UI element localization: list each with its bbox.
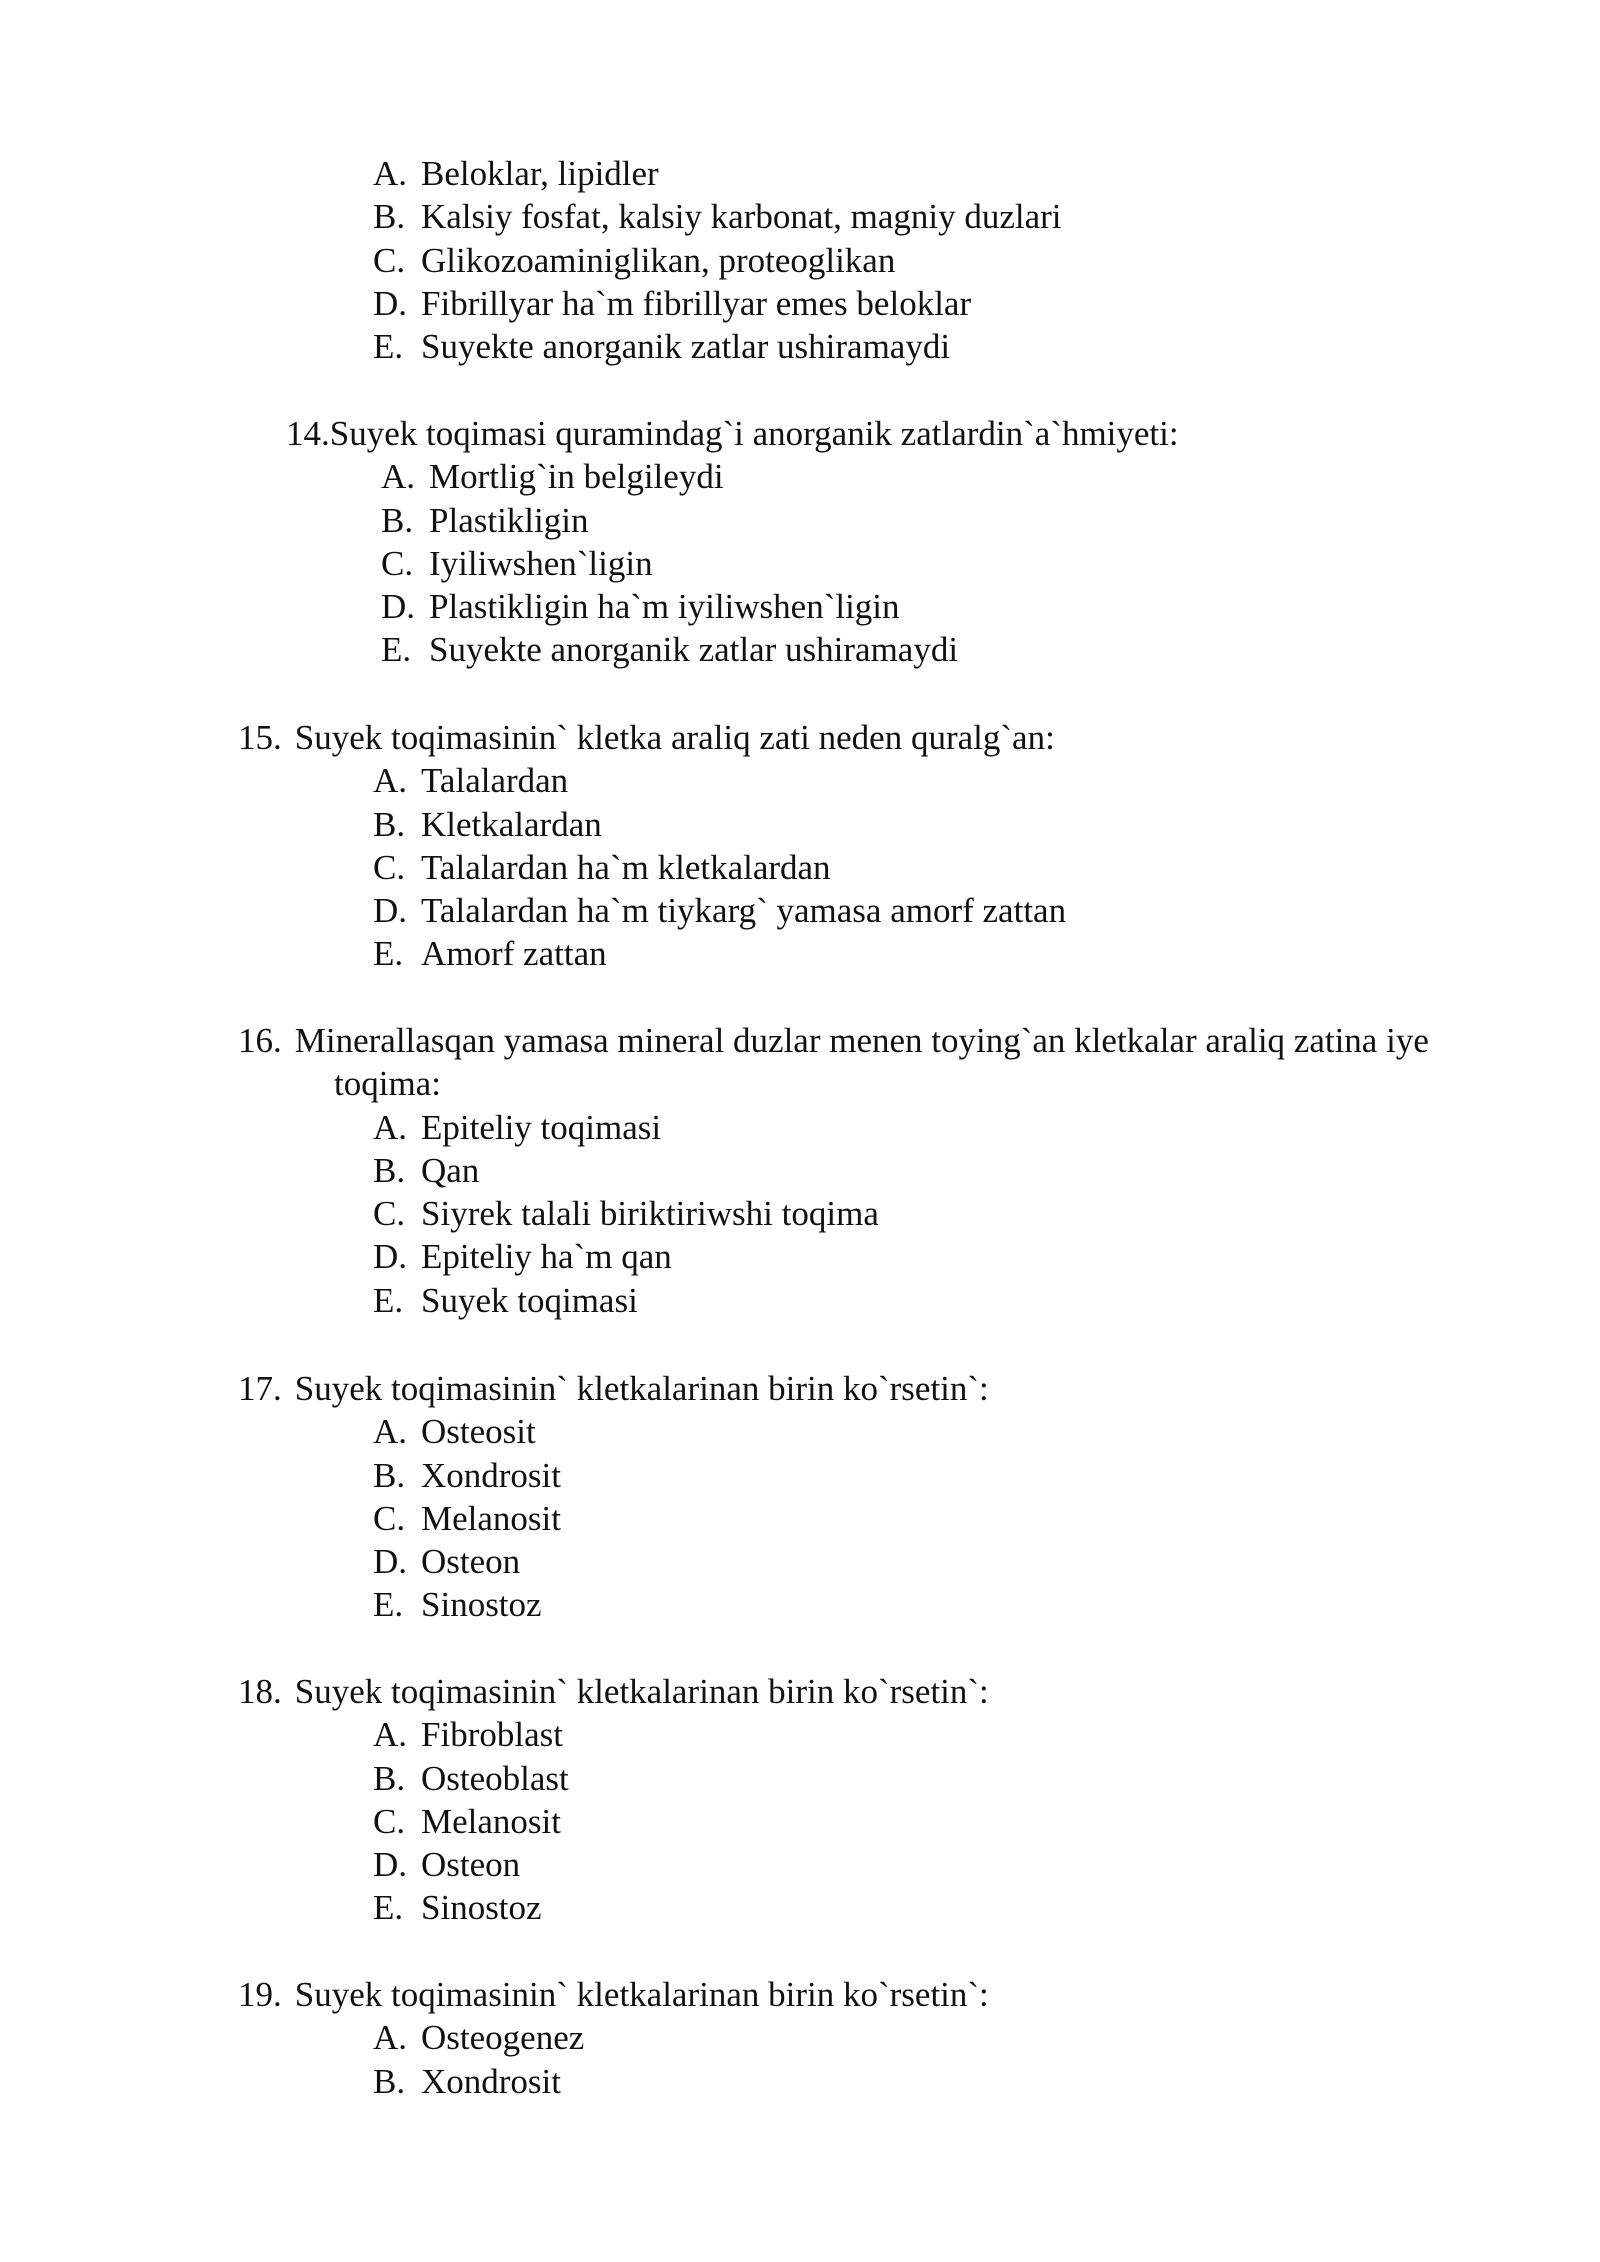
option-b: B. Kalsiy fosfat, kalsiy karbonat, magniy duzlari bbox=[373, 197, 1062, 237]
question-text: 15. Suyek toqimasinin` kletka araliq zati neden quralg`an: bbox=[238, 718, 1055, 757]
question-16 bbox=[238, 1019, 1516, 1322]
option-a: A. Talalardan bbox=[373, 761, 569, 801]
option-b: B. Osteoblast bbox=[373, 1758, 569, 1798]
question-text: 17. Suyek toqimasinin` kletkalarinan birin ko`rsetin`: bbox=[238, 1369, 989, 1408]
option-c: C. Siyrek talali biriktiriwshi toqima bbox=[373, 1194, 879, 1234]
question-14 bbox=[286, 412, 1516, 672]
question-17 bbox=[238, 1367, 1516, 1627]
answer-options bbox=[286, 1713, 1516, 1929]
answer-options bbox=[286, 2016, 1516, 2103]
question-18 bbox=[238, 1670, 1516, 1930]
option-e: E. Sinostoz bbox=[373, 1585, 542, 1625]
question-13 bbox=[286, 152, 1516, 368]
option-a: A. Osteogenez bbox=[373, 2018, 585, 2058]
option-a: A. Beloklar, lipidler bbox=[373, 154, 659, 193]
option-b: B. Xondrosit bbox=[373, 1455, 561, 1495]
option-c: C. Glikozoaminiglikan, proteoglikan bbox=[373, 240, 896, 280]
option-d: D. Plastikligin ha`m iyiliwshen`ligin bbox=[381, 587, 900, 627]
question-text: 14.Suyek toqimasi quramindag`i anorganik zatlardin`a`hmiyeti: bbox=[286, 414, 1179, 453]
option-a: A. Fibroblast bbox=[373, 1715, 563, 1755]
option-c: C. Iyiliwshen`ligin bbox=[381, 543, 653, 583]
option-c: C. Melanosit bbox=[373, 1498, 561, 1538]
option-d: D. Fibrillyar ha`m fibrillyar emes beloklar bbox=[373, 283, 972, 323]
question-text: 18. Suyek toqimasinin` kletkalarinan birin ko`rsetin`: bbox=[238, 1672, 989, 1711]
answer-options bbox=[286, 1410, 1516, 1626]
option-e: E. Suyek toqimasi bbox=[373, 1280, 638, 1320]
option-c: C. Melanosit bbox=[373, 1801, 561, 1841]
option-d: D. Osteon bbox=[373, 1542, 521, 1582]
option-d: D. Talalardan ha`m tiykarg` yamasa amorf zattan bbox=[373, 891, 1067, 931]
question-15 bbox=[238, 716, 1516, 976]
option-b: B. Plastikligin bbox=[381, 500, 589, 540]
question-text: 16. Minerallasqan yamasa mineral duzlar menen toying`an kletkalar araliq zatina iye toqima: bbox=[238, 1021, 1429, 1104]
option-b: B. Kletkalardan bbox=[373, 804, 602, 844]
option-a: A. Mortlig`in belgileydi bbox=[381, 457, 724, 497]
answer-options bbox=[286, 759, 1516, 975]
option-e: E. Suyekte anorganik zatlar ushiramaydi bbox=[381, 630, 959, 670]
answer-options bbox=[286, 152, 1516, 368]
option-d: D. Osteon bbox=[373, 1845, 521, 1885]
option-d: D. Epiteliy ha`m qan bbox=[373, 1237, 672, 1277]
option-a: A. Epiteliy toqimasi bbox=[373, 1107, 662, 1147]
answer-options bbox=[286, 1106, 1516, 1322]
option-e: E. Amorf zattan bbox=[373, 934, 607, 974]
option-e: E. Suyekte anorganik zatlar ushiramaydi bbox=[373, 327, 951, 367]
question-text: 19. Suyek toqimasinin` kletkalarinan birin ko`rsetin`: bbox=[238, 1975, 989, 2014]
answer-options bbox=[286, 455, 1516, 671]
option-e: E. Sinostoz bbox=[373, 1888, 542, 1928]
option-a: A. Osteosit bbox=[373, 1412, 536, 1452]
question-19 bbox=[238, 1973, 1516, 2103]
option-b: B. Qan bbox=[373, 1150, 480, 1190]
option-c: C. Talalardan ha`m kletkalardan bbox=[373, 847, 831, 887]
option-b: B. Xondrosit bbox=[373, 2061, 561, 2101]
